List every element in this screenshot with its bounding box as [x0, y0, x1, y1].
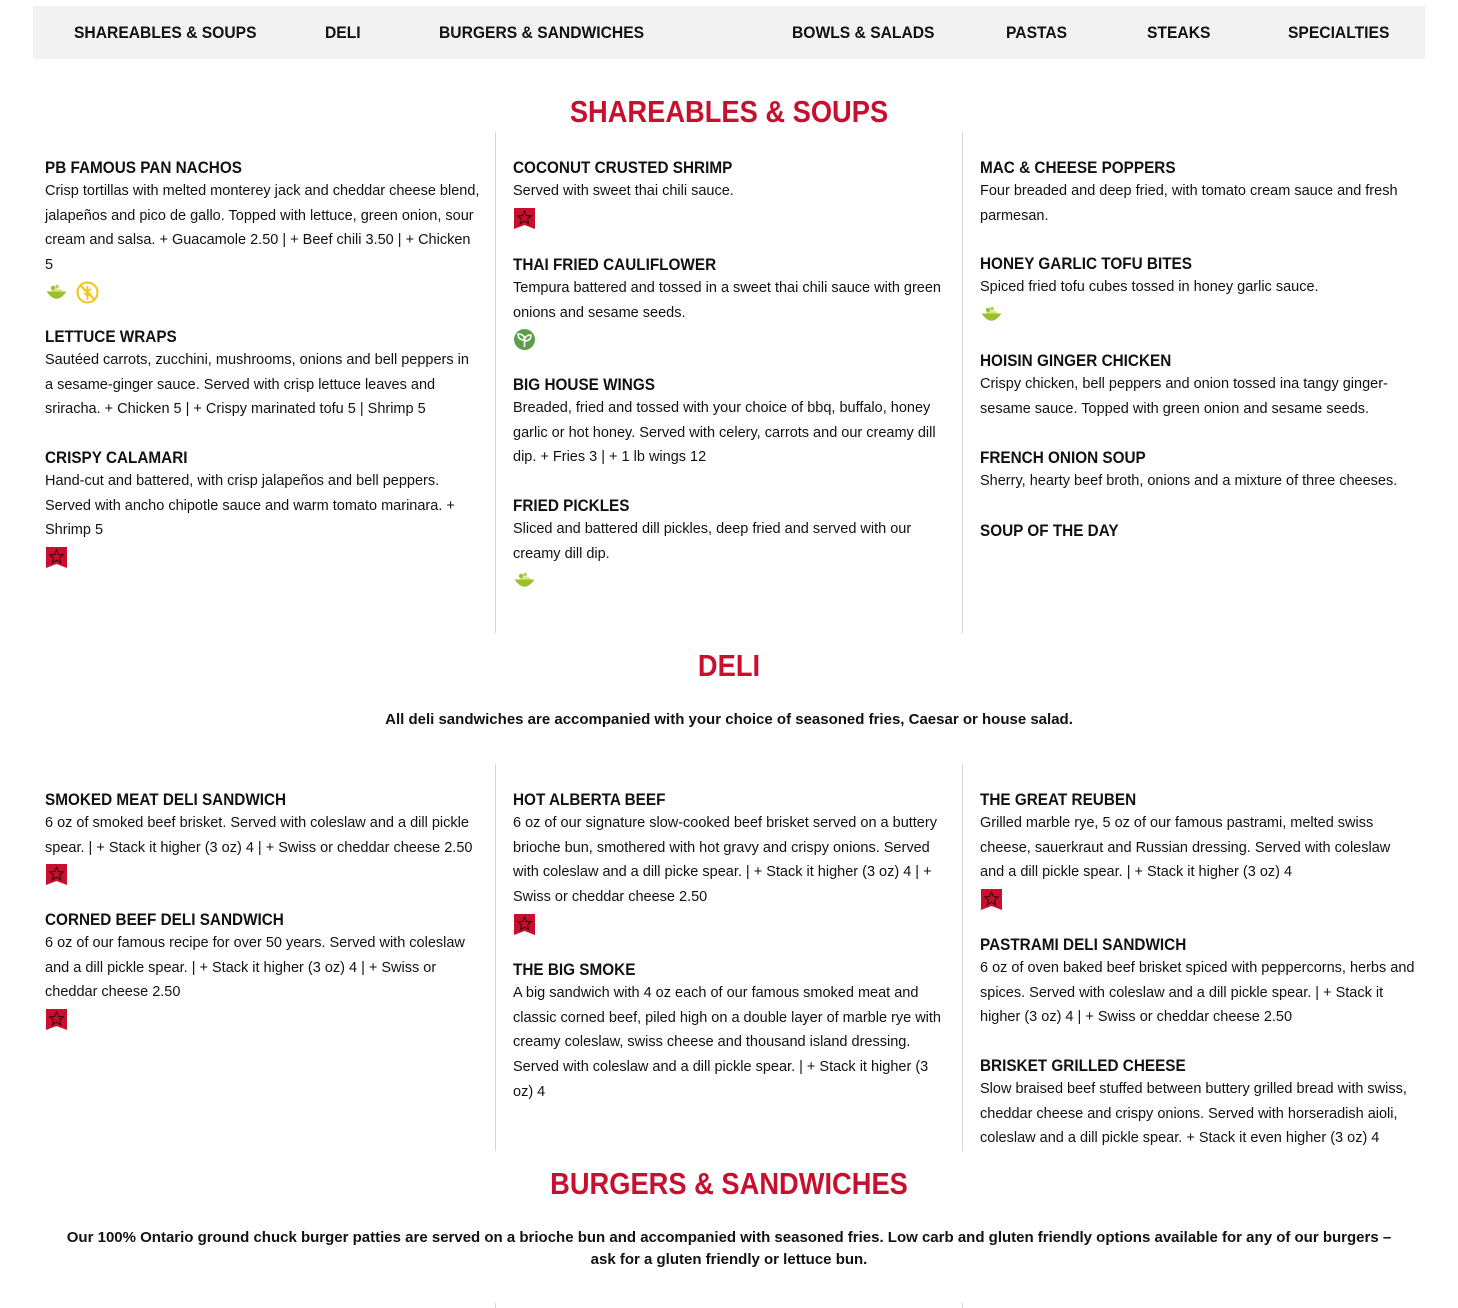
item-name: HOISIN GINGER CHICKEN [980, 351, 1172, 370]
item-description: Tempura battered and tossed in a sweet thai chili sauce with green onions and sesame seeds. [513, 280, 941, 321]
item-description: Crisp tortillas with melted monterey jack and cheddar cheese blend, jalapeños and pico de gallo. Topped with lettuce, green onion, sour cream and salsa. + Guacamole 2.50 | + Beef chili 3.50 | + Chicken 5 [45, 183, 480, 274]
vegan-leaf-icon [513, 328, 536, 351]
menu-item [45, 447, 481, 570]
menu-item [45, 789, 481, 887]
item-name: SOUP OF THE DAY [980, 521, 1119, 540]
column-divider [962, 132, 963, 633]
item-name: PB FAMOUS PAN NACHOS [45, 158, 242, 177]
diet-badges [45, 546, 481, 570]
column-divider [962, 1303, 963, 1308]
menu-item [980, 520, 1416, 542]
menu-item [980, 934, 1416, 1030]
menu-item [980, 253, 1416, 327]
section-title-shareables: SHAREABLES & SOUPS [569, 94, 889, 129]
item-name: HOT ALBERTA BEEF [513, 790, 666, 809]
item-description: 6 oz of our signature slow-cooked beef brisket served on a buttery brioche bun, smothered with hot gravy and crispy onions. Served with coleslaw and a dill picke spear. | + Stack it higher (3 oz) 4 | + Swiss or cheddar cheese 2.50 [513, 815, 937, 906]
menu-item [980, 350, 1416, 421]
nav-specialties[interactable]: SPECIALTIES [1288, 23, 1390, 42]
menu-item [513, 157, 949, 231]
vegetarian-bowl-icon [513, 569, 536, 592]
vegetarian-bowl-icon [980, 303, 1003, 326]
menu-item [980, 447, 1416, 494]
column-divider [495, 764, 496, 1151]
diet-badges [980, 303, 1416, 327]
item-description: Sliced and battered dill pickles, deep fried and served with our creamy dill dip. [513, 521, 912, 562]
item-name: THAI FRIED CAULIFLOWER [513, 255, 717, 274]
nav-shareables-soups[interactable]: SHAREABLES & SOUPS [74, 23, 257, 42]
item-description: Crispy chicken, bell peppers and onion tossed ina tangy ginger-sesame sauce. Topped with green onion and sesame seeds. [980, 376, 1388, 417]
item-name: CRISPY CALAMARI [45, 448, 188, 467]
star-favourite-icon [45, 863, 68, 886]
menu-item [980, 789, 1416, 912]
item-description: A big sandwich with 4 oz each of our famous smoked meat and classic corned beef, piled high on a double layer of marble rye with creamy coleslaw, swiss cheese and thousand island dressing. Served with coleslaw and a dill pickle spear. | + Stack it higher (3 oz) 4 [513, 985, 941, 1100]
menu-item [513, 374, 949, 470]
item-description: Spiced fried tofu cubes tossed in honey garlic sauce. [980, 279, 1319, 295]
item-name: FRENCH ONION SOUP [980, 448, 1146, 467]
diet-badges [513, 207, 949, 231]
item-description: Grilled marble rye, 5 oz of our famous pastrami, melted swiss cheese, sauerkraut and Russian dressing. Served with coleslaw and a dill pickle spear. | + Stack it higher (3 oz) 4 [980, 815, 1391, 881]
item-name: PASTRAMI DELI SANDWICH [980, 935, 1187, 954]
item-name: THE GREAT REUBEN [980, 790, 1137, 809]
diet-badges [513, 328, 949, 352]
menu-item [513, 789, 949, 937]
diet-badges [513, 569, 949, 593]
nav-steaks[interactable]: STEAKS [1147, 23, 1211, 42]
nav-pastas[interactable]: PASTAS [1006, 23, 1068, 42]
item-name: BRISKET GRILLED CHEESE [980, 1056, 1186, 1075]
item-description: Slow braised beef stuffed between buttery grilled bread with swiss, cheddar cheese and crispy onions. Served with horseradish aioli, coleslaw and a dill pickle spear. + Stack it even higher (3 oz) 4 [980, 1081, 1407, 1147]
item-description: Sherry, hearty beef broth, onions and a mixture of three cheeses. [980, 473, 1398, 489]
item-name: HONEY GARLIC TOFU BITES [980, 254, 1192, 273]
item-description: Sautéed carrots, zucchini, mushrooms, onions and bell peppers in a sesame-ginger sauce. Served with crisp lettuce leaves and sriracha. + Chicken 5 | + Crispy marinated tofu 5 | Shrimp 5 [45, 352, 469, 418]
star-favourite-icon [45, 1008, 68, 1031]
column-divider [962, 764, 963, 1151]
item-description: Served with sweet thai chili sauce. [513, 183, 734, 199]
item-name: THE BIG SMOKE [513, 960, 636, 979]
item-name: FRIED PICKLES [513, 496, 630, 515]
item-name: MAC & CHEESE POPPERS [980, 158, 1176, 177]
column-divider [495, 132, 496, 633]
star-favourite-icon [513, 913, 536, 936]
section-title-burgers: BURGERS & SANDWICHES [550, 1166, 908, 1201]
nav-deli[interactable]: DELI [325, 23, 361, 42]
item-name: SMOKED MEAT DELI SANDWICH [45, 790, 287, 809]
menu-item [513, 254, 949, 352]
item-description: 6 oz of smoked beef brisket. Served with coleslaw and a dill pickle spear. | + Stack it higher (3 oz) 4 | + Swiss or cheddar cheese 2.50 [45, 815, 473, 856]
item-description: Breaded, fried and tossed with your choice of bbq, buffalo, honey garlic or hot honey. Served with celery, carrots and our creamy dill dip. + Fries 3 | + 1 lb wings 12 [513, 400, 936, 466]
diet-badges [980, 888, 1416, 912]
item-name: COCONUT CRUSTED SHRIMP [513, 158, 733, 177]
item-description: 6 oz of our famous recipe for over 50 years. Served with coleslaw and a dill pickle spear. | + Stack it higher (3 oz) 4 | + Swiss or cheddar cheese 2.50 [45, 935, 465, 1001]
item-name: BIG HOUSE WINGS [513, 375, 655, 394]
category-nav [33, 6, 1425, 59]
menu-item [513, 495, 949, 593]
item-description: 6 oz of oven baked beef brisket spiced with peppercorns, herbs and spices. Served with coleslaw and a dill pickle spear. | + Stack it higher (3 oz) 4 | + Swiss or cheddar cheese 2.50 [980, 960, 1415, 1026]
item-name: LETTUCE WRAPS [45, 327, 177, 346]
nav-bowls-salads[interactable]: BOWLS & SALADS [792, 23, 935, 42]
item-name: CORNED BEEF DELI SANDWICH [45, 910, 284, 929]
item-description: Four breaded and deep fried, with tomato cream sauce and fresh parmesan. [980, 183, 1398, 224]
column-divider [495, 1303, 496, 1308]
menu-item [980, 1055, 1416, 1151]
diet-badges [513, 913, 949, 937]
menu-item [45, 909, 481, 1032]
vegetarian-bowl-icon [45, 281, 68, 304]
section-note-burgers: Our 100% Ontario ground chuck burger patties are served on a brioche bun and accompanied with seasoned fries. Low carb and gluten friendly options available for any of our burgers – ask for a gluten friendly or lettuce bun. [66, 1229, 1392, 1268]
nav-burgers-sandwiches[interactable]: BURGERS & SANDWICHES [439, 23, 645, 42]
star-favourite-icon [980, 888, 1003, 911]
star-favourite-icon [45, 546, 68, 569]
section-note-deli: All deli sandwiches are accompanied with your choice of seasoned fries, Caesar or house salad. [385, 711, 1073, 728]
section-title-deli: DELI [697, 648, 761, 683]
diet-badges [45, 863, 481, 887]
item-description: Hand-cut and battered, with crisp jalapeños and bell peppers. Served with ancho chipotle sauce and warm tomato marinara. + Shrimp 5 [45, 473, 455, 539]
diet-badges [45, 281, 481, 305]
star-favourite-icon [513, 207, 536, 230]
diet-badges [45, 1008, 481, 1032]
gluten-friendly-icon [76, 281, 99, 304]
menu-item [980, 157, 1416, 228]
menu-item [45, 326, 481, 422]
menu-item [513, 959, 949, 1105]
menu-item [45, 157, 481, 305]
